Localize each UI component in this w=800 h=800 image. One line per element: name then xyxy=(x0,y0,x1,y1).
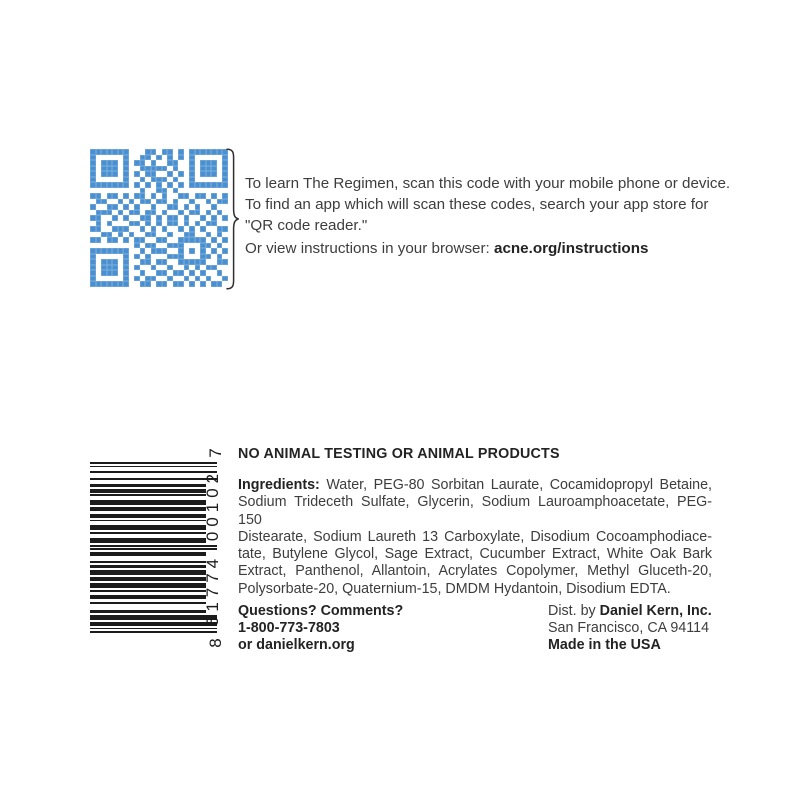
ingredients-label: Ingredients: xyxy=(238,477,320,493)
ingredients-line: Polysorbate-20, Quaternium-15, DMDM Hydantoin, Disodium EDTA. xyxy=(238,580,671,597)
barcode-bar xyxy=(90,489,206,493)
ingredients-line: tate, Butylene Glycol, Sage Extract, Cucumber Extract, White Oak Bark xyxy=(238,546,712,563)
ingredients-line: Distearate, Sodium Laureth 13 Carboxylate, Disodium Cocoamphodiace- xyxy=(238,528,712,545)
barcode-bar xyxy=(90,565,206,569)
upc-digits-lower: 51774 xyxy=(203,553,222,627)
made-in-usa: Made in the USA xyxy=(548,637,661,653)
barcode-bar xyxy=(90,500,206,505)
qr-module xyxy=(178,182,184,188)
barcode-bar xyxy=(90,628,217,630)
qr-module xyxy=(112,270,118,276)
upc-digit-last: 7 xyxy=(206,448,225,458)
qr-module xyxy=(156,155,162,161)
qr-module xyxy=(167,232,173,238)
barcode-bar xyxy=(90,545,217,547)
ingredients-line: Sodium Trideceth Sulfate, Glycerin, Sodium Lauroamphoacetate, PEG-150 xyxy=(238,494,712,528)
barcode-bar xyxy=(90,532,206,534)
qr-module xyxy=(178,155,184,161)
contact-website: or danielkern.org xyxy=(238,637,355,653)
instructions-url: acne.org/instructions xyxy=(494,240,649,257)
barcode-bar xyxy=(90,577,206,581)
qr-module xyxy=(145,182,151,188)
browser-instructions xyxy=(245,238,725,259)
barcode-bar xyxy=(90,462,217,464)
qr-module xyxy=(112,171,118,177)
ingredients-paragraph xyxy=(238,477,712,598)
barcode-bar xyxy=(90,478,217,480)
qr-module xyxy=(96,237,102,243)
barcode-bar xyxy=(90,466,217,468)
qr-module xyxy=(123,237,129,243)
qr-module xyxy=(145,281,151,287)
qr-module xyxy=(217,281,223,287)
contact-block xyxy=(238,603,403,654)
qr-module xyxy=(162,281,168,287)
qr-module xyxy=(112,237,118,243)
barcode-bar xyxy=(90,590,206,592)
qr-module xyxy=(112,215,118,221)
curly-brace-icon xyxy=(226,148,240,290)
barcode-bar xyxy=(90,471,217,473)
qr-module xyxy=(206,254,212,260)
distributor-name: Daniel Kern, Inc. xyxy=(599,603,712,619)
ingredients-line: Extract, Panthenol, Allantoin, Acrylates Copolymer, Methyl Gluceth-20, xyxy=(238,563,712,580)
qr-module xyxy=(211,171,217,177)
barcode-bar xyxy=(90,507,206,511)
ingredients-line1-text: Water, PEG-80 Sorbitan Laurate, Cocamidopropyl Betaine, xyxy=(319,477,712,493)
contact-questions: Questions? Comments? xyxy=(238,603,404,619)
barcode-bar xyxy=(90,548,217,550)
distributor-prefix: Dist. by xyxy=(548,603,600,619)
barcode-bar xyxy=(90,610,206,614)
barcode-bar xyxy=(90,622,217,626)
barcode-bar xyxy=(90,615,217,620)
distributor-block xyxy=(548,603,712,654)
qr-module xyxy=(189,248,195,254)
qr-module xyxy=(189,281,195,287)
barcode-bar xyxy=(90,561,206,563)
barcode-bar xyxy=(90,484,206,488)
upc-digit-first: 8 xyxy=(206,638,225,648)
scan-instructions-line: "QR code reader." xyxy=(245,217,368,234)
qr-module xyxy=(200,281,206,287)
qr-module xyxy=(123,182,129,188)
barcode-bar xyxy=(90,520,206,522)
contact-phone: 1-800-773-7803 xyxy=(238,620,340,636)
barcode-bar xyxy=(90,538,206,543)
barcode-bar xyxy=(90,583,206,588)
scan-instructions-line: To find an app which will scan these codes, search your app store for xyxy=(245,196,709,213)
barcode-bar xyxy=(90,514,206,518)
qr-module xyxy=(123,281,129,287)
qr-code xyxy=(90,149,228,287)
scan-instructions-line: To learn The Regimen, scan this code with your mobile phone or device. xyxy=(245,175,731,192)
qr-module xyxy=(178,281,184,287)
barcode-bar xyxy=(90,631,217,633)
distributor-line xyxy=(548,603,712,620)
barcode-bar xyxy=(90,552,206,556)
upc-digits-upper: 00102 xyxy=(203,468,222,542)
barcode-bar xyxy=(90,602,206,604)
browser-instructions-prefix: Or view instructions in your browser: xyxy=(245,240,494,257)
scan-instructions xyxy=(245,173,731,236)
distributor-city: San Francisco, CA 94114 xyxy=(548,620,710,636)
barcode-bar xyxy=(90,525,206,530)
no-animal-testing-heading: NO ANIMAL TESTING OR ANIMAL PRODUCTS xyxy=(238,446,560,462)
barcode-bar xyxy=(90,494,206,496)
ingredients-line xyxy=(238,477,712,494)
qr-module xyxy=(178,171,184,177)
barcode-bar xyxy=(90,570,206,575)
barcode-bar xyxy=(90,595,206,599)
